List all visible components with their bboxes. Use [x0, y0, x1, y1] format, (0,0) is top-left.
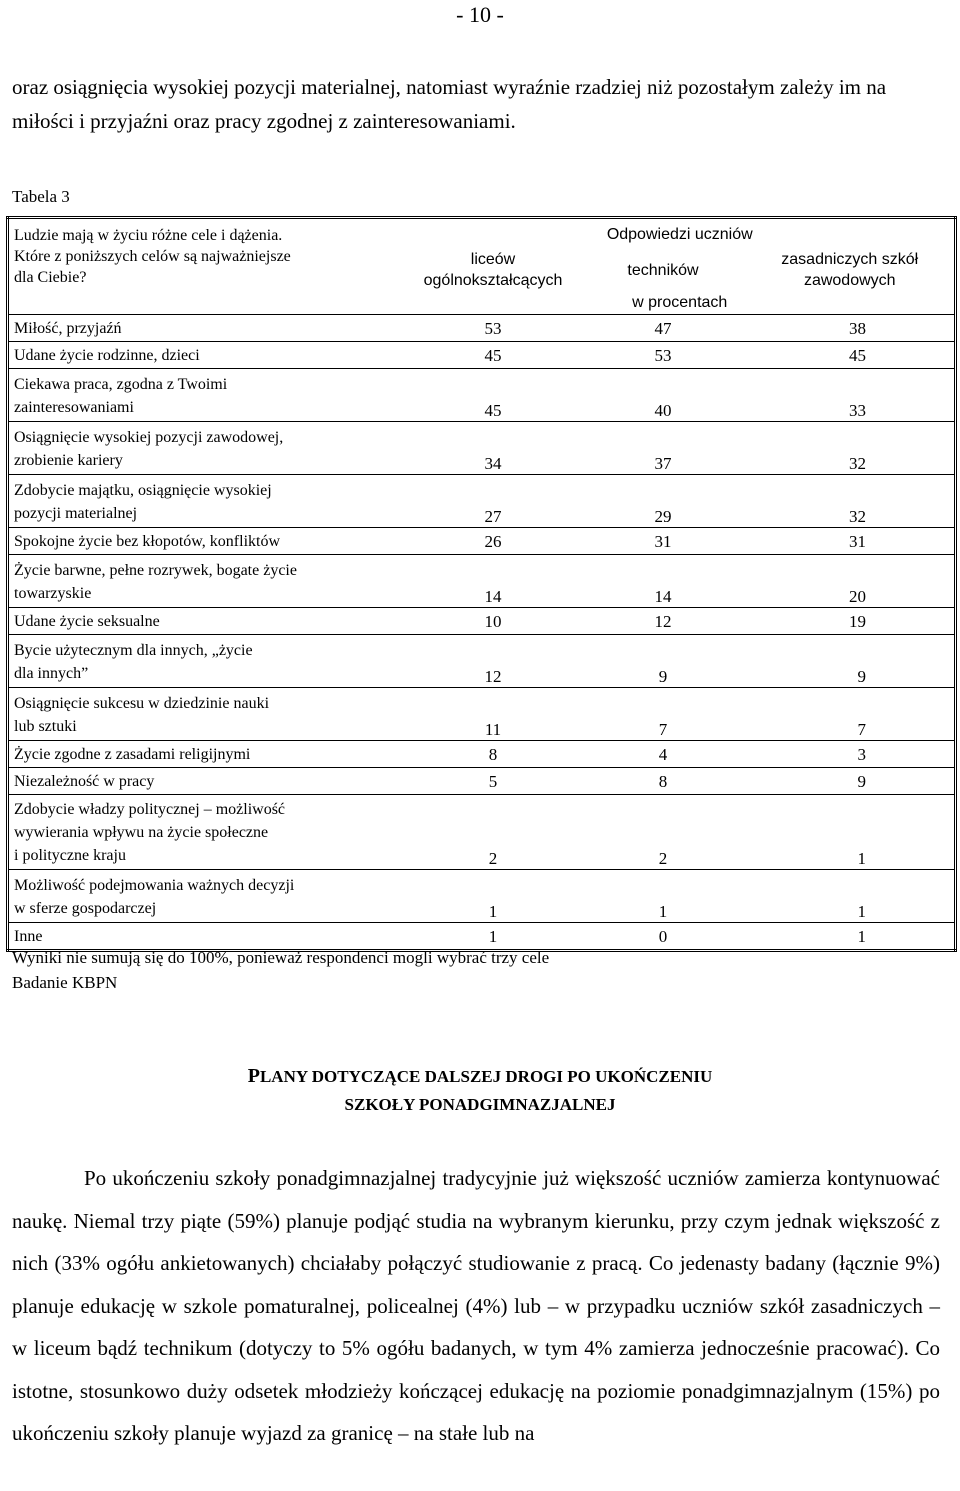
question-line: dla Ciebie? — [14, 269, 87, 286]
cell-tech: 47 — [581, 315, 746, 342]
row-label-line: wywierania wpływu na życie społeczne — [14, 824, 269, 841]
intro-paragraph: oraz osiągnięcia wysokiej pozycji materialnej, natomiast wyraźnie rzadziej niż pozostałym zależy im na miłości i przyjaźni oraz pracy zgodnej z zainteresowaniami. — [12, 75, 887, 133]
cell-tech: 31 — [581, 528, 746, 555]
cell-zsz: 7 — [746, 688, 956, 741]
row-label-line: Inne — [14, 927, 43, 945]
cell-zsz: 1 — [746, 795, 956, 870]
section-title-initial: P — [247, 1065, 260, 1087]
cell-tech: 53 — [581, 342, 746, 369]
col-header-lo-line2: ogólnokształcących — [423, 272, 563, 289]
table-row — [8, 741, 956, 768]
cell-lo: 53 — [406, 315, 581, 342]
row-label-line: Zdobycie majątku, osiągnięcie wysokiej — [14, 482, 272, 499]
row-label — [8, 608, 406, 635]
cell-lo: 14 — [406, 555, 581, 608]
question-line: Ludzie mają w życiu różne cele i dążenia. — [14, 227, 283, 244]
row-label — [8, 870, 406, 923]
col-header-lo — [406, 249, 581, 291]
table-caption: Tabela 3 — [12, 187, 70, 206]
row-label-line: towarzyskie — [14, 585, 92, 602]
table-row — [8, 369, 956, 422]
row-label — [8, 555, 406, 608]
row-label — [8, 741, 406, 768]
table-row — [8, 795, 956, 870]
row-label-line: Zdobycie władzy politycznej – możliwość — [14, 801, 286, 818]
col-header-tech: techników — [627, 261, 699, 279]
cell-lo: 10 — [406, 608, 581, 635]
table-row — [8, 688, 956, 741]
cell-lo: 1 — [406, 870, 581, 923]
row-label-line: Spokojne życie bez kłopotów, konfliktów — [14, 532, 281, 550]
table-row — [8, 555, 956, 608]
table-row — [8, 342, 956, 369]
cell-lo: 45 — [406, 369, 581, 422]
cell-lo: 12 — [406, 635, 581, 688]
cell-lo: 2 — [406, 795, 581, 870]
table-note: Wyniki nie sumują się do 100%, ponieważ respondenci mogli wybrać trzy cele — [12, 948, 550, 967]
cell-lo: 1 — [406, 923, 581, 951]
row-label-line: dla innych” — [14, 665, 89, 682]
col-header-zsz — [746, 249, 956, 291]
row-label-line: Życie zgodne z zasadami religijnymi — [14, 745, 251, 763]
row-label — [8, 795, 406, 870]
cell-tech: 2 — [581, 795, 746, 870]
table-question — [8, 218, 406, 315]
row-label-line: pozycji materialnej — [14, 505, 138, 522]
cell-zsz: 3 — [746, 741, 956, 768]
table-source: Badanie KBPN — [12, 973, 118, 992]
cell-zsz: 9 — [746, 768, 956, 795]
row-label-line: Udane życie rodzinne, dzieci — [14, 346, 200, 364]
row-label-line: Miłość, przyjaźń — [14, 319, 122, 337]
table-row — [8, 528, 956, 555]
table-row — [8, 635, 956, 688]
row-label-line: Możliwość podejmowania ważnych decyzji — [14, 877, 295, 894]
row-label-line: zainteresowaniami — [14, 399, 134, 416]
cell-zsz: 1 — [746, 870, 956, 923]
row-label-line: Ciekawa praca, zgodna z Twoimi — [14, 376, 228, 393]
question-line: Które z poniższych celów są najważniejsze — [14, 248, 291, 265]
unit-header: w procentach — [406, 291, 956, 315]
group-header: Odpowiedzi uczniów — [606, 225, 753, 243]
cell-tech: 40 — [581, 369, 746, 422]
row-label — [8, 688, 406, 741]
row-label — [8, 315, 406, 342]
row-label — [8, 528, 406, 555]
table-row — [8, 870, 956, 923]
cell-zsz: 38 — [746, 315, 956, 342]
cell-tech: 9 — [581, 635, 746, 688]
cell-tech: 8 — [581, 768, 746, 795]
cell-tech: 7 — [581, 688, 746, 741]
row-label-line: lub sztuki — [14, 718, 77, 735]
cell-lo: 26 — [406, 528, 581, 555]
cell-zsz: 9 — [746, 635, 956, 688]
row-label — [8, 369, 406, 422]
row-label-line: i polityczne kraju — [14, 847, 126, 864]
cell-tech: 29 — [581, 475, 746, 528]
table-row — [8, 475, 956, 528]
cell-lo: 27 — [406, 475, 581, 528]
row-label — [8, 475, 406, 528]
col-header-lo-line1: liceów — [470, 251, 516, 268]
page-number: - 10 - — [456, 2, 504, 27]
cell-zsz: 20 — [746, 555, 956, 608]
col-header-zsz-line2: zawodowych — [803, 272, 896, 289]
cell-zsz: 1 — [746, 923, 956, 951]
table-row — [8, 315, 956, 342]
cell-tech: 4 — [581, 741, 746, 768]
section-title-rest: LANY DOTYCZĄCE DALSZEJ DROGI PO UKOŃCZENIU — [259, 1067, 713, 1086]
row-label-line: Udane życie seksualne — [14, 612, 160, 630]
row-label — [8, 768, 406, 795]
table-row — [8, 608, 956, 635]
cell-lo: 8 — [406, 741, 581, 768]
cell-tech: 37 — [581, 422, 746, 475]
table-row — [8, 422, 956, 475]
cell-zsz: 19 — [746, 608, 956, 635]
section-title — [0, 1062, 960, 1119]
row-label — [8, 635, 406, 688]
row-label-line: Osiągnięcie wysokiej pozycji zawodowej, — [14, 429, 284, 446]
row-label-line: Niezależność w pracy — [14, 772, 155, 790]
cell-zsz: 31 — [746, 528, 956, 555]
cell-zsz: 33 — [746, 369, 956, 422]
cell-tech: 1 — [581, 870, 746, 923]
cell-zsz: 45 — [746, 342, 956, 369]
section-title-line1 — [0, 1062, 960, 1091]
cell-zsz: 32 — [746, 422, 956, 475]
row-label-line: w sferze gospodarczej — [14, 900, 157, 917]
row-label-line: zrobienie kariery — [14, 452, 123, 469]
cell-lo: 11 — [406, 688, 581, 741]
row-label-line: Bycie użytecznym dla innych, „życie — [14, 642, 253, 659]
cell-lo: 34 — [406, 422, 581, 475]
cell-lo: 45 — [406, 342, 581, 369]
row-label — [8, 342, 406, 369]
row-label-line: Życie barwne, pełne rozrywek, bogate życie — [14, 562, 297, 579]
table-row — [8, 768, 956, 795]
col-header-zsz-line1: zasadniczych szkół — [781, 251, 919, 268]
cell-tech: 12 — [581, 608, 746, 635]
cell-tech: 0 — [581, 923, 746, 951]
table-notes — [12, 945, 549, 995]
body-paragraph: Po ukończeniu szkoły ponadgimnazjalnej tradycyjnie już większość uczniów zamierza kontynuować naukę. Niemal trzy piąte (59%) planuje podjąć studia na wybranym kierunku, przy czym jednak większość z nich (33% ogółu ankietowanych) chciałaby połączyć studiowanie z pracą. Co jedenasty badany (łącznie 9%) planuje edukację w szkole pomaturalnej, policealnej (4%) lub – w przypadku uczniów szkół zasadniczych – w liceum bądź technikum (dotyczy to 5% ogółu badanych, w tym 4% zamierza jednocześnie pracować). Co istotne, stosunkowo duży odsetek młodzieży kończącej edukację na poziomie ponadgimnazjalnym (15%) po ukończeniu szkoły planuje wyjazd za granicę – na stałe lub na — [12, 1166, 940, 1445]
cell-zsz: 32 — [746, 475, 956, 528]
goals-table — [6, 216, 957, 952]
cell-lo: 5 — [406, 768, 581, 795]
row-label — [8, 422, 406, 475]
cell-tech: 14 — [581, 555, 746, 608]
row-label-line: Osiągnięcie sukcesu w dziedzinie nauki — [14, 695, 270, 712]
section-title-line2: SZKOŁY PONADGIMNAZJALNEJ — [344, 1095, 616, 1114]
